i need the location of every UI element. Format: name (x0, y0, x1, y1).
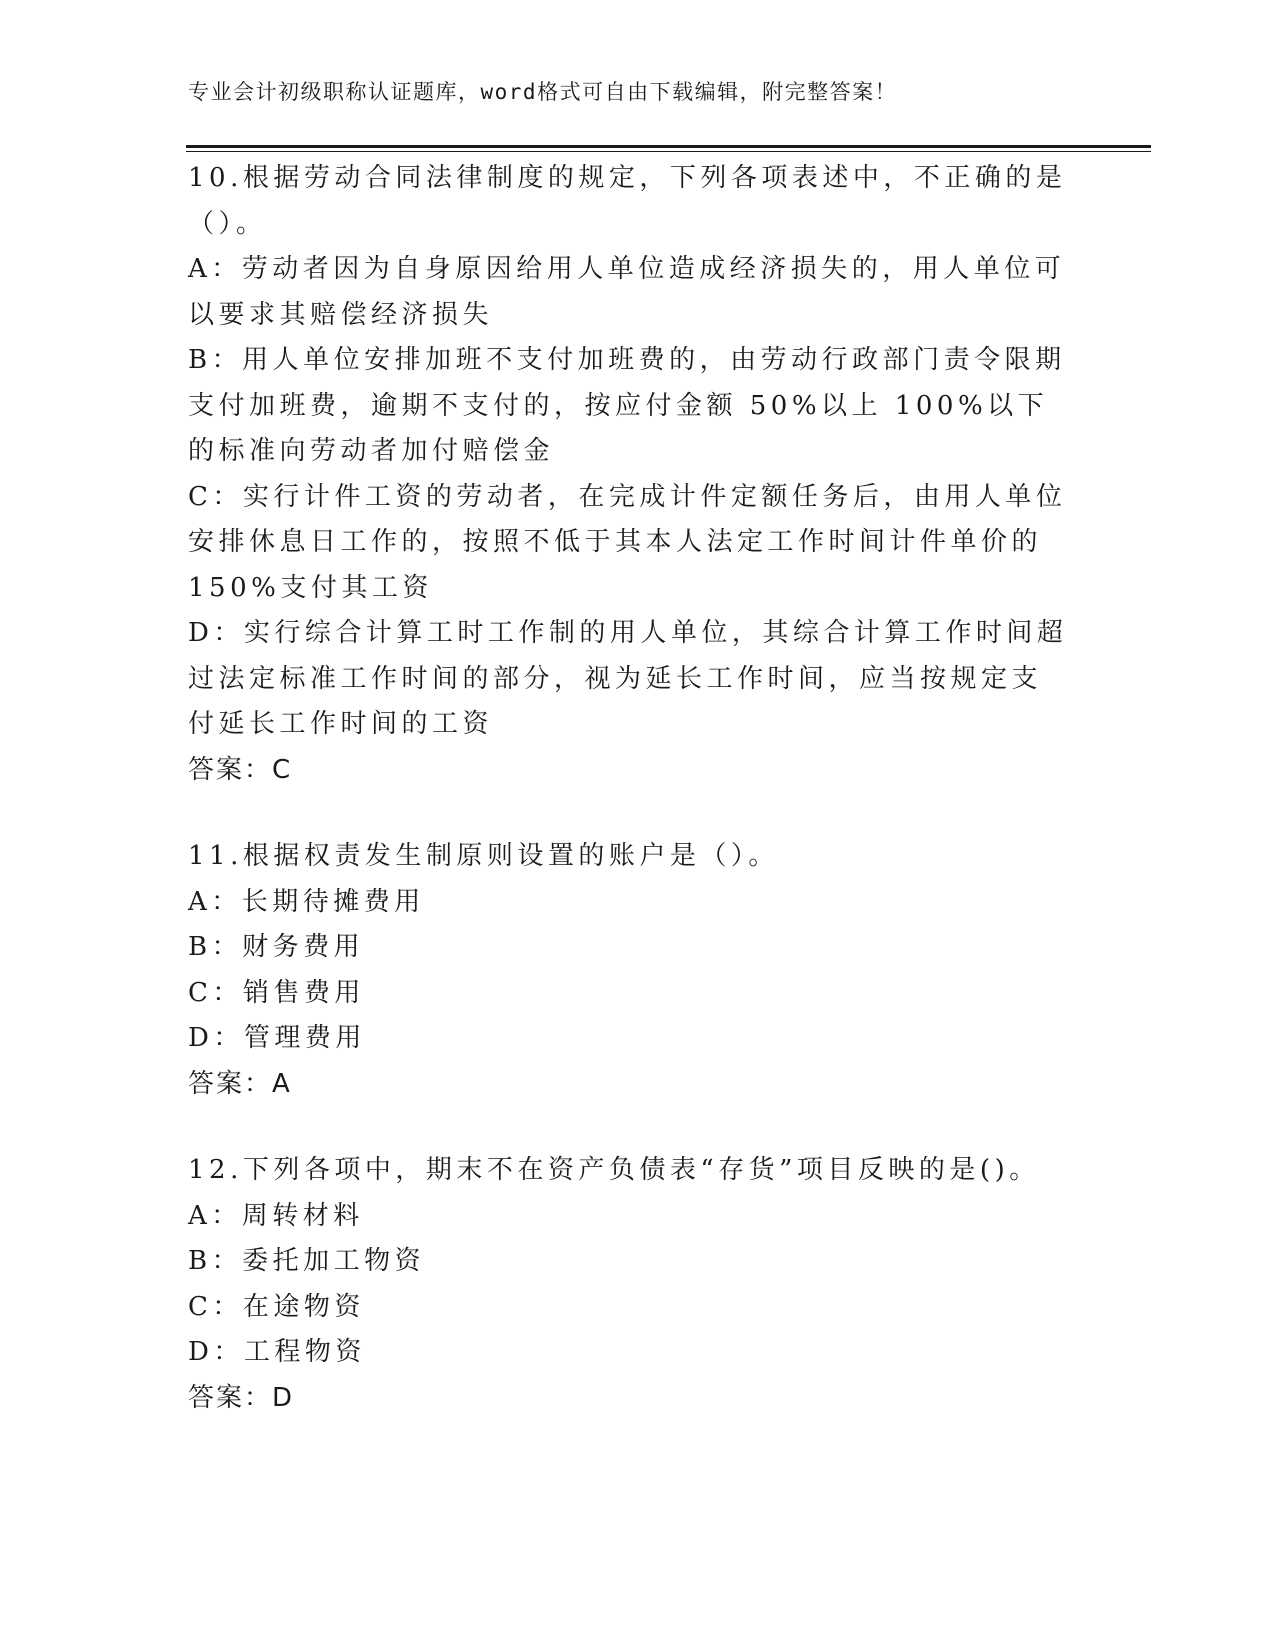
option-b: B：用人单位安排加班不支付加班费的，由劳动行政部门责令限期支付加班费，逾期不支付的，按应付金额 50%以上 100%以下的标准向劳动者加付赔偿金 (188, 345, 1066, 466)
option-c: C：实行计件工资的劳动者，在完成计件定额任务后，由用人单位安排休息日工作的，按照不低于其本人法定工作时间计件单价的 150%支付其工资 (188, 481, 1067, 603)
option-a: A：周转材料 (188, 1200, 364, 1231)
option-b: B：财务费用 (188, 932, 365, 962)
option-c: C：在途物资 (188, 1291, 365, 1322)
page-header: 专业会计初级职称认证题库，word格式可自由下载编辑，附完整答案！ (188, 80, 898, 104)
option-c: C：销售费用 (188, 977, 365, 1008)
option-d: D：管理费用 (188, 1023, 366, 1053)
header-rule-thin (186, 151, 1151, 152)
option-d: D：实行综合计算工时工作制的用人单位，其综合计算工作时间超过法定标准工作时间的部分，视为延长工作时间，应当按规定支付延长工作时间的工资 (188, 618, 1068, 739)
option-a: A：劳动者因为自身原因给用人单位造成经济损失的，用人单位可以要求其赔偿经济损失 (188, 254, 1066, 330)
question-12 (188, 1148, 1068, 1421)
option-b: B：委托加工物资 (188, 1246, 426, 1276)
question-list (188, 156, 1068, 1421)
spacer (188, 793, 1068, 834)
question-stem: 12.下列各项中，期末不在资产负债表“存货”项目反映的是()。 (188, 1155, 1040, 1185)
answer-label: 答案：C (188, 754, 293, 785)
option-d: D：工程物资 (188, 1337, 366, 1367)
answer-label: 答案：D (188, 1382, 295, 1413)
option-a: A：长期待摊费用 (188, 886, 425, 917)
answer-label: 答案：A (188, 1068, 292, 1099)
question-11 (188, 834, 1068, 1107)
question-stem: 11.根据权责发生制原则设置的账户是（）。 (188, 841, 779, 871)
question-stem: 10.根据劳动合同法律制度的规定，下列各项表述中，不正确的是（）。 (188, 163, 1067, 239)
spacer (188, 1107, 1068, 1148)
header-rule-thick (186, 145, 1151, 148)
question-10 (188, 156, 1068, 793)
